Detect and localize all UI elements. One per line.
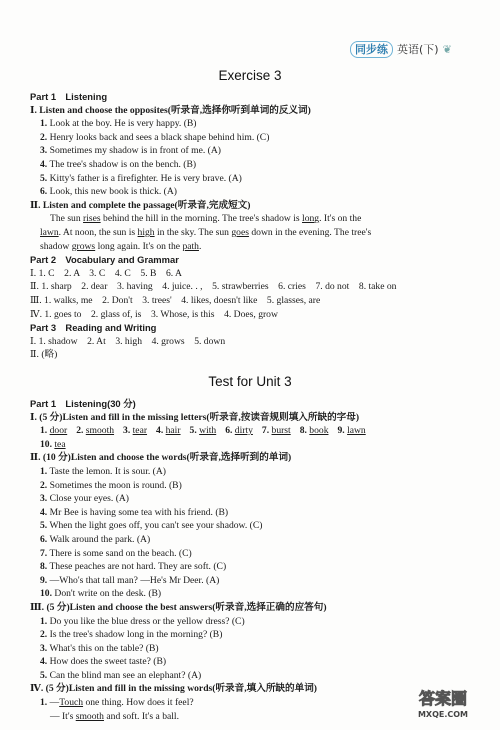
part2-answers-I: Ⅰ. 1. C 2. A 3. C 4. C 5. B 6. A xyxy=(30,267,182,279)
passage-line: lawn. At noon, the sun is high in the sky. The sun goes down in the evening. The tree's xyxy=(40,226,372,238)
list-item: 9. —Who's that tall man? —He's Mr Deer. (A) xyxy=(40,574,220,586)
test-section-III-list xyxy=(30,615,480,683)
list-item: 3. Close your eyes. (A) xyxy=(40,493,130,505)
item-number: 3. xyxy=(123,425,133,437)
letters-answers xyxy=(30,424,480,438)
item-number: 9. xyxy=(337,425,348,437)
list-item: 4. Mr Bee is having some tea with his friend. (B) xyxy=(40,506,229,518)
list-item: 7. There is some sand on the beach. (C) xyxy=(40,547,192,559)
section-I-heading: Ⅰ. Listen and choose the opposites(听录音,选择你听到单词的反义词) xyxy=(30,104,311,116)
watermark-url: MXQE.COM xyxy=(417,710,469,719)
answer-word: door xyxy=(49,425,68,437)
list-item: 8. These peaches are not hard. They are soft. (C) xyxy=(40,561,227,573)
list-item: 2. Henry looks back and sees a black shape behind him. (C) xyxy=(40,131,270,143)
list-item: 6. Walk around the park. (A) xyxy=(40,533,151,545)
item-number: 6. xyxy=(225,425,235,437)
answer-word: with xyxy=(199,425,217,437)
passage xyxy=(30,212,480,253)
answer-word: smooth xyxy=(85,425,115,437)
test-section-I-heading: Ⅰ. (5 分)Listen and fill in the missing letters(听录音,按读音规则填入所缺的字母) xyxy=(30,411,360,423)
answer-word: book xyxy=(309,425,329,437)
part2-answers-III: Ⅲ. 1. walks, me 2. Don't 3. trees' 4. likes, doesn't like 5. glasses, are xyxy=(30,294,321,306)
part2-heading: Part 2 Vocabulary and Grammar xyxy=(30,254,179,266)
exercise-section xyxy=(30,90,480,362)
answer-word: hair xyxy=(165,425,181,437)
list-item: 4. How does the sweet taste? (B) xyxy=(40,656,167,668)
list-item: 4. The tree's shadow is on the bench. (B) xyxy=(40,158,197,170)
test-section-III-heading: Ⅲ. (5 分)Listen and choose the best answers(听录音,选择正确的应答句) xyxy=(30,601,327,613)
answer-word: dirty xyxy=(234,425,253,437)
dialogue-line: 1. —Touch one thing. How does it feel? xyxy=(40,697,194,709)
answer-word: tear xyxy=(132,425,148,437)
item-number: 5. xyxy=(189,425,200,437)
list-item: 10. Don't write on the desk. (B) xyxy=(40,588,162,600)
series-badge: 同步练 xyxy=(350,41,393,58)
answer-word: lawn xyxy=(347,425,366,437)
list-item: 1. Do you like the blue dress or the yellow dress? (C) xyxy=(40,615,245,627)
dialogue-line: — It's smooth and soft. It's a ball. xyxy=(50,710,179,722)
list-item: 5. When the light goes off, you can't see your shadow. (C) xyxy=(40,520,263,532)
answer-word: tea xyxy=(54,438,66,450)
page-header xyxy=(350,38,452,60)
letters-answers-last xyxy=(30,438,480,452)
item-number: 8. xyxy=(299,425,310,437)
list-item: 3. Sometimes my shadow is in front of me. (A) xyxy=(40,145,221,157)
list-item: 1. Look at the boy. He is very happy. (B) xyxy=(40,118,197,130)
part3-heading: Part 3 Reading and Writing xyxy=(30,322,157,334)
item-number: 2. xyxy=(76,425,86,437)
item-number: 7. xyxy=(261,425,272,437)
exercise-title: Exercise 3 xyxy=(218,68,282,83)
section-I-list xyxy=(30,117,480,199)
item-number: 4. xyxy=(156,425,166,437)
test-section xyxy=(30,397,480,723)
test-title: Test for Unit 3 xyxy=(208,374,292,389)
subject-label: 英语(下) xyxy=(397,43,439,56)
watermark-logo xyxy=(402,684,484,720)
item-number: 10. xyxy=(40,438,55,450)
list-item: 3. What's this on the table? (B) xyxy=(40,642,159,654)
test-section-IV-heading: Ⅳ. (5 分)Listen and fill in the missing words(听录音,填入所缺的单词) xyxy=(30,683,317,695)
part2-answers-II: Ⅱ. 1. sharp 2. dear 3. having 4. juice. . , 5. strawberries 6. cries 7. do not 8. take on xyxy=(30,281,397,293)
passage-line: shadow grows long again. It's on the path. xyxy=(40,240,202,252)
answer-word: burst xyxy=(271,425,291,437)
list-item: 1. Taste the lemon. It is sour. (A) xyxy=(40,465,166,477)
part1-heading: Part 1 Listening xyxy=(30,91,108,102)
list-item: 6. Look, this new book is thick. (A) xyxy=(40,186,177,198)
part3-answers-II: Ⅱ. (略) xyxy=(30,349,58,361)
test-section-II-heading: Ⅱ. (10 分)Listen and choose the words(听录音,选择听到的单词) xyxy=(30,452,292,464)
watermark-text: 答案圈 xyxy=(418,689,468,708)
test-section-II-list xyxy=(30,465,480,601)
list-item: 2. Sometimes the moon is round. (B) xyxy=(40,479,182,491)
list-item: 5. Can the blind man see an elephant? (A) xyxy=(40,669,202,681)
leaf-icon: ❦ xyxy=(442,43,452,56)
passage-line: The sun rises behind the hill in the morning. The tree's shadow is long. It's on the xyxy=(50,213,362,225)
part2-answers-IV: Ⅳ. 1. goes to 2. glass of, is 3. Whose, is this 4. Does, grow xyxy=(30,308,278,320)
test-part1-heading: Part 1 Listening(30 分) xyxy=(30,398,136,409)
section-II-heading: Ⅱ. Listen and complete the passage(听录音,完成短文) xyxy=(30,199,251,211)
part3-answers-I: Ⅰ. 1. shadow 2. At 3. high 4. grows 5. down xyxy=(30,335,226,347)
list-item: 5. Kitty's father is a firefighter. He is very brave. (A) xyxy=(40,172,242,184)
list-item: 2. Is the tree's shadow long in the morning? (B) xyxy=(40,629,223,641)
item-number: 1. xyxy=(40,425,50,437)
